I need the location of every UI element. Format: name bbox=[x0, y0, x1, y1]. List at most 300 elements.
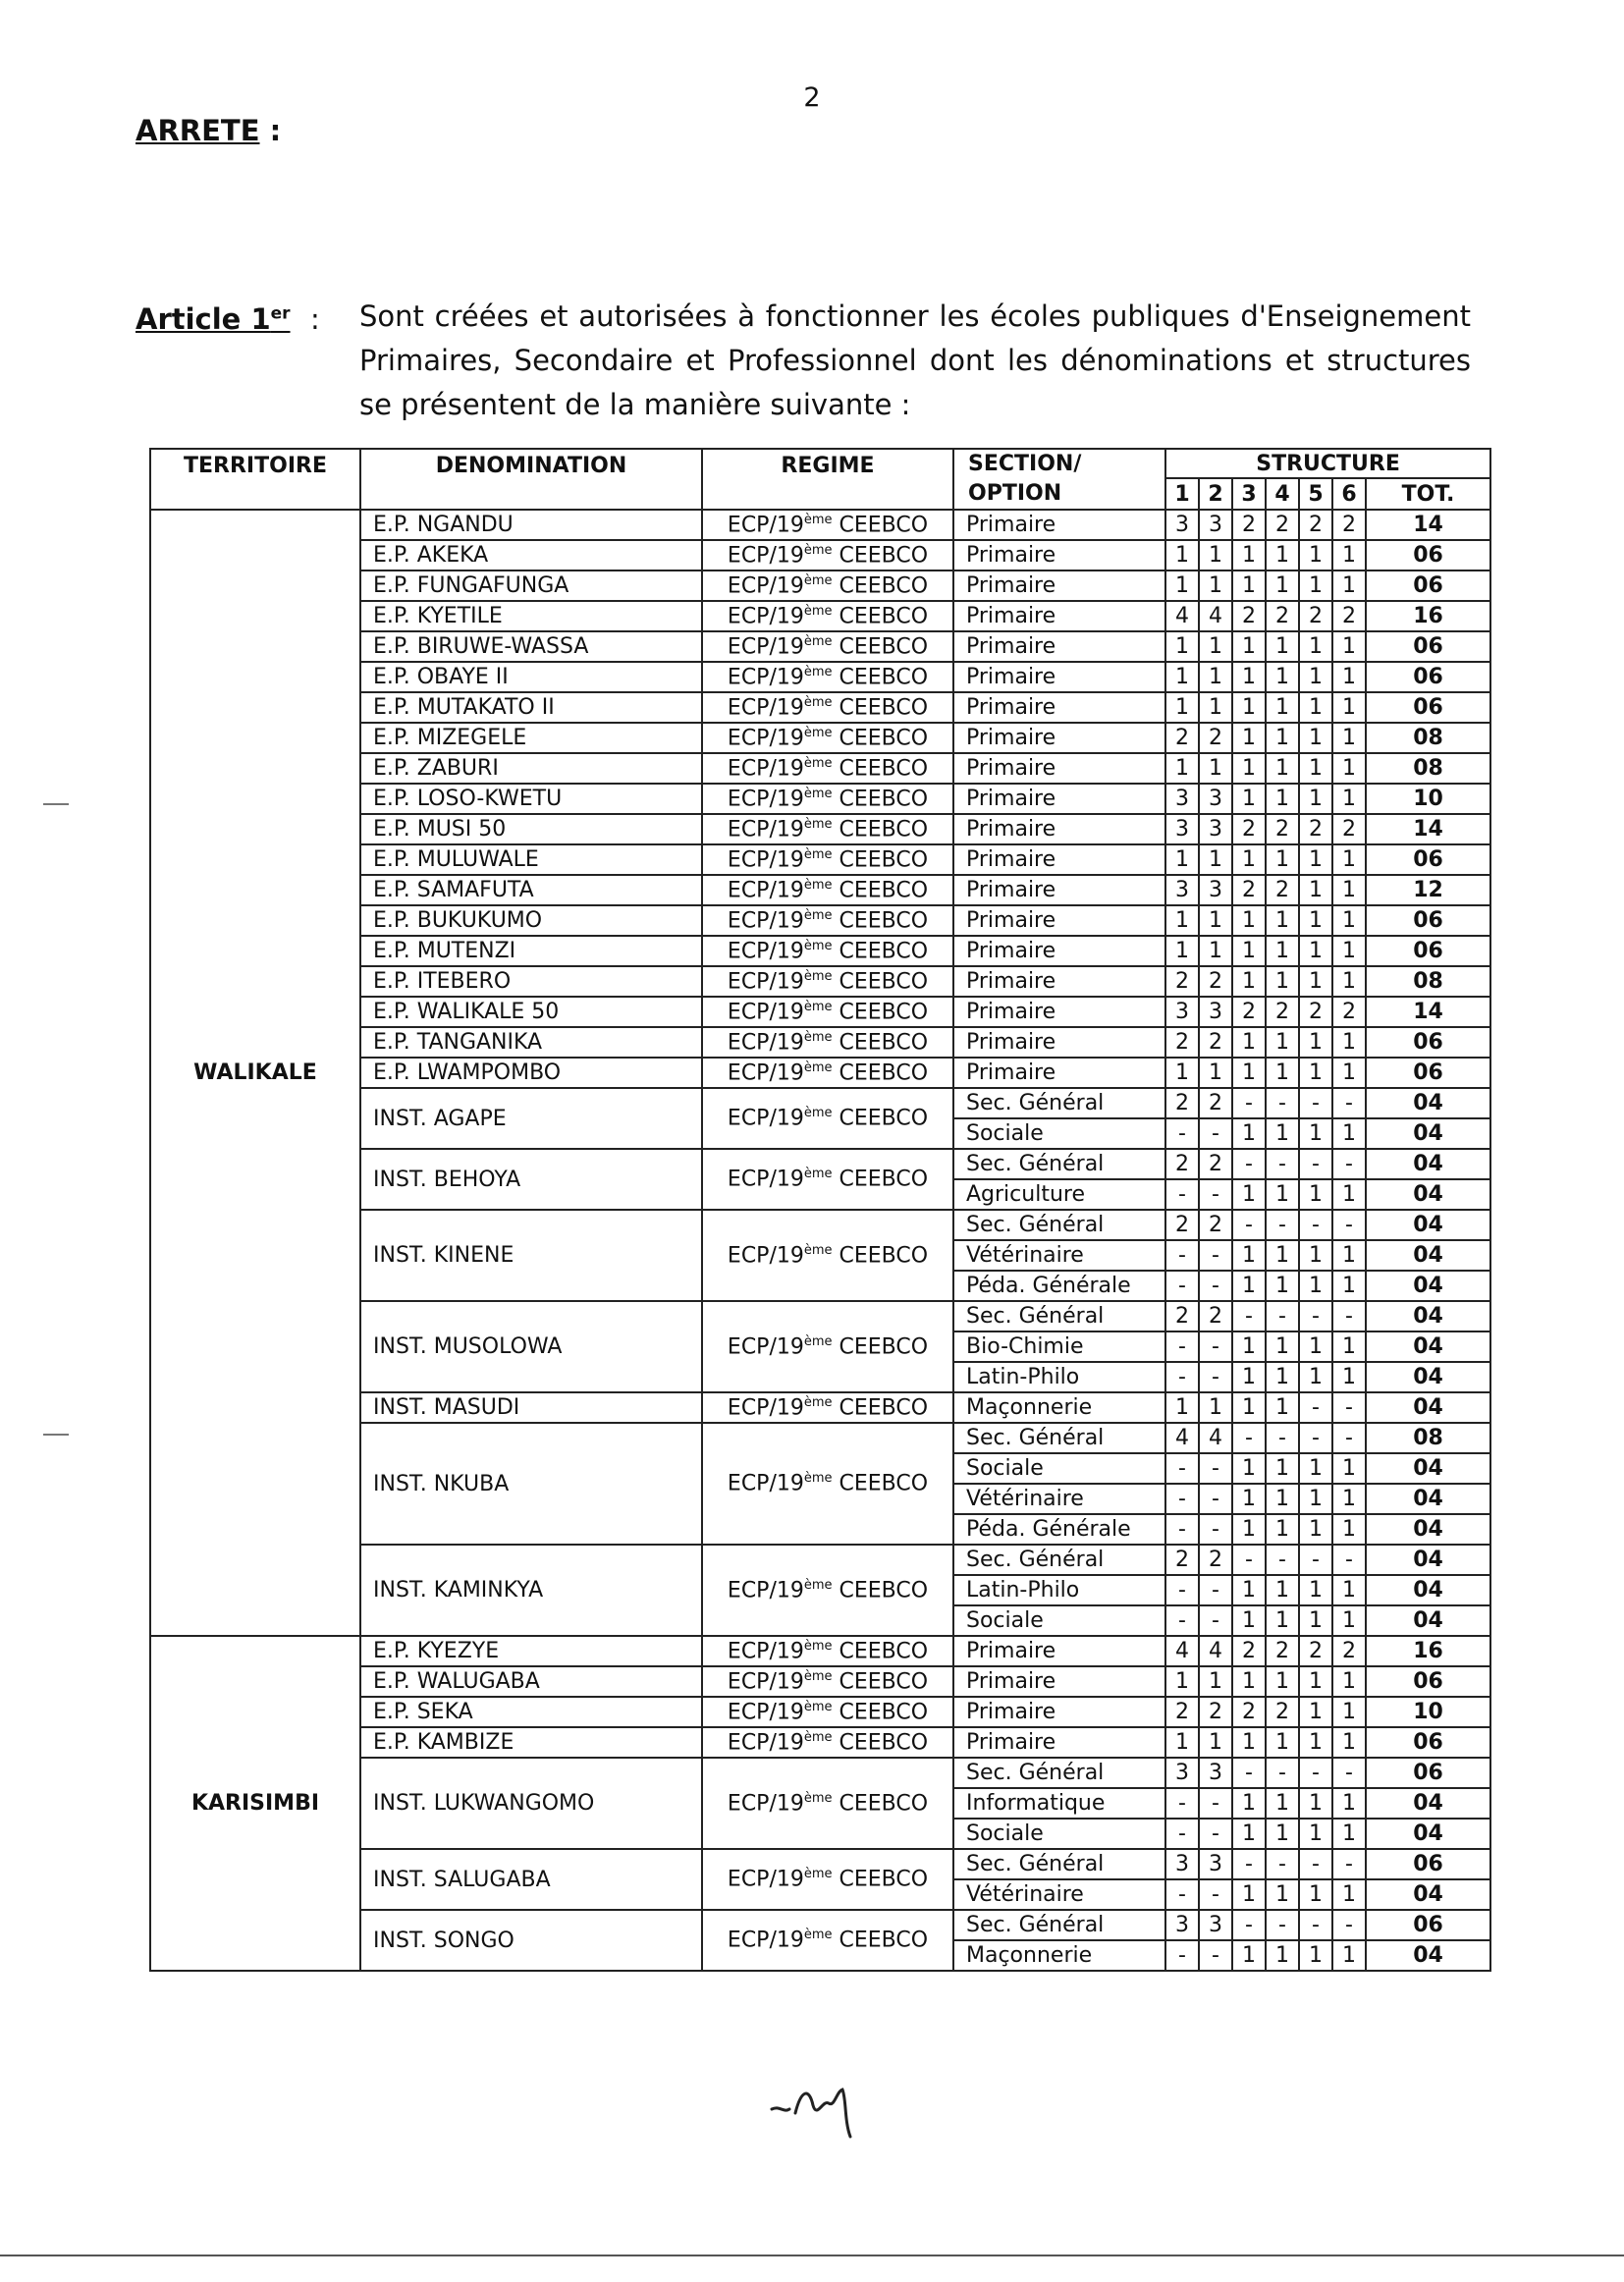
structure-cell-2: - bbox=[1199, 1819, 1232, 1849]
regime-sup: ème bbox=[803, 1060, 833, 1075]
structure-cell-5: 1 bbox=[1299, 1271, 1332, 1301]
structure-cell-2: - bbox=[1199, 1331, 1232, 1362]
structure-cell-5: - bbox=[1299, 1423, 1332, 1453]
regime-end: CEEBCO bbox=[832, 908, 929, 934]
regime-main: ECP/19 bbox=[727, 817, 804, 842]
structure-cell-6: - bbox=[1332, 1392, 1366, 1423]
structure-cell-3: - bbox=[1232, 1910, 1266, 1940]
regime-end: CEEBCO bbox=[832, 969, 929, 995]
structure-cell-2: 1 bbox=[1199, 540, 1232, 570]
territory-cell: KARISIMBI bbox=[150, 1636, 360, 1971]
total-cell: 06 bbox=[1366, 1058, 1490, 1088]
regime-sup: ème bbox=[803, 1729, 833, 1745]
total-cell: 10 bbox=[1366, 784, 1490, 814]
total-cell: 14 bbox=[1366, 997, 1490, 1027]
structure-cell-3: 1 bbox=[1232, 1575, 1266, 1605]
school-name-cell: E.P. KYETILE bbox=[360, 601, 702, 631]
regime-cell bbox=[702, 631, 953, 662]
regime-end: CEEBCO bbox=[832, 1060, 929, 1086]
structure-cell-4: 1 bbox=[1266, 1453, 1299, 1484]
section-option-cell: Sec. Général bbox=[953, 1149, 1165, 1179]
regime-cell bbox=[702, 1027, 953, 1058]
structure-cell-5: - bbox=[1299, 1392, 1332, 1423]
structure-cell-5: 1 bbox=[1299, 936, 1332, 966]
regime-cell bbox=[702, 936, 953, 966]
structure-cell-6: 1 bbox=[1332, 1271, 1366, 1301]
section-option-cell: Primaire bbox=[953, 997, 1165, 1027]
structure-cell-2: 2 bbox=[1199, 966, 1232, 997]
regime-main: ECP/19 bbox=[727, 665, 804, 690]
structure-cell-3: 1 bbox=[1232, 631, 1266, 662]
regime-main: ECP/19 bbox=[727, 1928, 804, 1953]
structure-cell-5: 1 bbox=[1299, 1179, 1332, 1210]
regime-end: CEEBCO bbox=[832, 573, 929, 599]
structure-cell-6: 1 bbox=[1332, 1666, 1366, 1697]
structure-cell-5: 1 bbox=[1299, 1879, 1332, 1910]
regime-sup: ème bbox=[803, 725, 833, 740]
total-cell: 06 bbox=[1366, 1027, 1490, 1058]
section-option-cell: Vétérinaire bbox=[953, 1879, 1165, 1910]
structure-cell-6: 1 bbox=[1332, 1453, 1366, 1484]
regime-sup: ème bbox=[803, 1394, 833, 1410]
structure-cell-4: - bbox=[1266, 1210, 1299, 1240]
school-name-cell: E.P. SEKA bbox=[360, 1697, 702, 1727]
structure-cell-2: 1 bbox=[1199, 753, 1232, 784]
structure-cell-5: 1 bbox=[1299, 723, 1332, 753]
regime-end: CEEBCO bbox=[832, 787, 929, 812]
structure-cell-6: - bbox=[1332, 1910, 1366, 1940]
structure-cell-3: 1 bbox=[1232, 1271, 1266, 1301]
regime-main: ECP/19 bbox=[727, 969, 804, 995]
section-option-cell: Primaire bbox=[953, 753, 1165, 784]
section-option-cell: Primaire bbox=[953, 723, 1165, 753]
regime-cell bbox=[702, 997, 953, 1027]
structure-cell-1: - bbox=[1165, 1271, 1199, 1301]
structure-cell-2: - bbox=[1199, 1484, 1232, 1514]
structure-cell-6: - bbox=[1332, 1849, 1366, 1879]
structure-cell-3: 2 bbox=[1232, 875, 1266, 905]
structure-cell-6: 1 bbox=[1332, 631, 1366, 662]
total-cell: 14 bbox=[1366, 814, 1490, 844]
regime-sup: ème bbox=[803, 1167, 833, 1182]
structure-cell-6: 1 bbox=[1332, 1484, 1366, 1514]
structure-cell-1: - bbox=[1165, 1484, 1199, 1514]
section-option-cell: Primaire bbox=[953, 570, 1165, 601]
section-option-cell: Primaire bbox=[953, 662, 1165, 692]
structure-cell-3: - bbox=[1232, 1849, 1266, 1879]
structure-cell-4: 1 bbox=[1266, 1879, 1299, 1910]
regime-main: ECP/19 bbox=[727, 1578, 804, 1603]
section-option-cell: Sociale bbox=[953, 1453, 1165, 1484]
regime-sup: ème bbox=[803, 664, 833, 679]
structure-cell-6: 1 bbox=[1332, 1118, 1366, 1149]
structure-cell-6: 1 bbox=[1332, 1819, 1366, 1849]
regime-cell bbox=[702, 662, 953, 692]
structure-cell-3: 1 bbox=[1232, 1666, 1266, 1697]
section-option-cell: Latin-Philo bbox=[953, 1362, 1165, 1392]
structure-cell-3: 1 bbox=[1232, 1179, 1266, 1210]
structure-cell-4: 2 bbox=[1266, 1697, 1299, 1727]
total-cell: 04 bbox=[1366, 1331, 1490, 1362]
structure-cell-1: - bbox=[1165, 1118, 1199, 1149]
structure-cell-5: - bbox=[1299, 1758, 1332, 1788]
structure-cell-4: 1 bbox=[1266, 570, 1299, 601]
structure-cell-2: 3 bbox=[1199, 875, 1232, 905]
structure-cell-1: 2 bbox=[1165, 1697, 1199, 1727]
structure-cell-1: 4 bbox=[1165, 1636, 1199, 1666]
structure-cell-2: - bbox=[1199, 1575, 1232, 1605]
regime-main: ECP/19 bbox=[727, 604, 804, 629]
school-name-cell: E.P. LWAMPOMBO bbox=[360, 1058, 702, 1088]
structure-cell-4: 1 bbox=[1266, 1666, 1299, 1697]
section-option-cell: Primaire bbox=[953, 844, 1165, 875]
structure-cell-2: 1 bbox=[1199, 936, 1232, 966]
structure-cell-5: 1 bbox=[1299, 1605, 1332, 1636]
structure-cell-1: - bbox=[1165, 1179, 1199, 1210]
structure-cell-1: - bbox=[1165, 1819, 1199, 1849]
structure-cell-5: 1 bbox=[1299, 1453, 1332, 1484]
structure-cell-6: 1 bbox=[1332, 1697, 1366, 1727]
total-cell: 04 bbox=[1366, 1118, 1490, 1149]
structure-cell-2: 2 bbox=[1199, 1088, 1232, 1118]
school-name-cell: E.P. BUKUKUMO bbox=[360, 905, 702, 936]
structure-cell-2: - bbox=[1199, 1879, 1232, 1910]
regime-sup: ème bbox=[803, 877, 833, 893]
structure-cell-1: 1 bbox=[1165, 936, 1199, 966]
regime-end: CEEBCO bbox=[832, 1669, 929, 1695]
total-cell: 06 bbox=[1366, 570, 1490, 601]
structure-cell-3: 1 bbox=[1232, 1727, 1266, 1758]
structure-cell-3: 1 bbox=[1232, 936, 1266, 966]
structure-cell-2: 2 bbox=[1199, 1149, 1232, 1179]
regime-cell bbox=[702, 784, 953, 814]
structure-cell-2: 2 bbox=[1199, 1027, 1232, 1058]
structure-cell-5: 1 bbox=[1299, 1240, 1332, 1271]
structure-cell-3: 1 bbox=[1232, 1788, 1266, 1819]
structure-cell-4: 1 bbox=[1266, 1605, 1299, 1636]
structure-cell-1: 1 bbox=[1165, 844, 1199, 875]
regime-sup: ème bbox=[803, 1471, 833, 1487]
structure-cell-2: 2 bbox=[1199, 1301, 1232, 1331]
structure-cell-5: 1 bbox=[1299, 540, 1332, 570]
header-col-total: TOT. bbox=[1366, 478, 1490, 510]
structure-cell-2: 2 bbox=[1199, 1545, 1232, 1575]
structure-cell-4: - bbox=[1266, 1545, 1299, 1575]
section-option-cell: Primaire bbox=[953, 784, 1165, 814]
total-cell: 06 bbox=[1366, 936, 1490, 966]
structure-cell-6: 2 bbox=[1332, 601, 1366, 631]
regime-sup: ème bbox=[803, 1790, 833, 1806]
total-cell: 14 bbox=[1366, 510, 1490, 540]
structure-cell-1: 3 bbox=[1165, 1849, 1199, 1879]
regime-end: CEEBCO bbox=[832, 1471, 929, 1496]
structure-cell-4: 1 bbox=[1266, 753, 1299, 784]
section-option-cell: Primaire bbox=[953, 510, 1165, 540]
structure-cell-4: 1 bbox=[1266, 1058, 1299, 1088]
total-cell: 12 bbox=[1366, 875, 1490, 905]
structure-cell-4: 2 bbox=[1266, 997, 1299, 1027]
regime-sup: ème bbox=[803, 907, 833, 923]
structure-cell-3: 1 bbox=[1232, 1484, 1266, 1514]
regime-end: CEEBCO bbox=[832, 634, 929, 660]
structure-cell-3: 1 bbox=[1232, 1940, 1266, 1971]
structure-cell-1: - bbox=[1165, 1940, 1199, 1971]
structure-cell-6: 1 bbox=[1332, 753, 1366, 784]
structure-cell-2: 1 bbox=[1199, 905, 1232, 936]
regime-cell bbox=[702, 1088, 953, 1149]
section-option-cell: Maçonnerie bbox=[953, 1392, 1165, 1423]
header-denomination: DENOMINATION bbox=[360, 449, 702, 510]
structure-cell-2: 1 bbox=[1199, 1727, 1232, 1758]
regime-sup: ème bbox=[803, 542, 833, 558]
structure-cell-4: - bbox=[1266, 1149, 1299, 1179]
header-col-2: 2 bbox=[1199, 478, 1232, 510]
structure-cell-3: 1 bbox=[1232, 1453, 1266, 1484]
total-cell: 04 bbox=[1366, 1240, 1490, 1271]
structure-cell-3: - bbox=[1232, 1210, 1266, 1240]
structure-cell-1: 1 bbox=[1165, 905, 1199, 936]
structure-cell-6: 1 bbox=[1332, 1788, 1366, 1819]
regime-main: ECP/19 bbox=[727, 513, 804, 538]
section-option-cell: Péda. Générale bbox=[953, 1514, 1165, 1545]
structure-cell-3: 1 bbox=[1232, 1240, 1266, 1271]
regime-end: CEEBCO bbox=[832, 878, 929, 903]
total-cell: 08 bbox=[1366, 753, 1490, 784]
structure-cell-1: 2 bbox=[1165, 1301, 1199, 1331]
structure-cell-5: 1 bbox=[1299, 631, 1332, 662]
regime-main: ECP/19 bbox=[727, 634, 804, 660]
school-name-cell: INST. NKUBA bbox=[360, 1423, 702, 1545]
structure-cell-1: - bbox=[1165, 1514, 1199, 1545]
regime-sup: ème bbox=[803, 786, 833, 801]
structure-cell-5: 1 bbox=[1299, 1058, 1332, 1088]
structure-cell-4: 1 bbox=[1266, 1179, 1299, 1210]
structure-cell-2: 3 bbox=[1199, 784, 1232, 814]
margin-mark bbox=[43, 1434, 69, 1436]
structure-cell-2: 4 bbox=[1199, 1423, 1232, 1453]
structure-cell-6: 2 bbox=[1332, 510, 1366, 540]
structure-cell-5: 1 bbox=[1299, 1484, 1332, 1514]
structure-cell-1: 2 bbox=[1165, 723, 1199, 753]
structure-cell-2: 4 bbox=[1199, 1636, 1232, 1666]
regime-cell bbox=[702, 692, 953, 723]
handwritten-initials bbox=[766, 2070, 874, 2139]
school-name-cell: E.P. SAMAFUTA bbox=[360, 875, 702, 905]
structure-cell-3: 2 bbox=[1232, 1636, 1266, 1666]
total-cell: 04 bbox=[1366, 1149, 1490, 1179]
regime-end: CEEBCO bbox=[832, 1334, 929, 1360]
structure-cell-1: - bbox=[1165, 1453, 1199, 1484]
regime-cell bbox=[702, 570, 953, 601]
structure-cell-1: 3 bbox=[1165, 510, 1199, 540]
total-cell: 10 bbox=[1366, 1697, 1490, 1727]
section-option-cell: Primaire bbox=[953, 814, 1165, 844]
structure-cell-6: 1 bbox=[1332, 540, 1366, 570]
regime-cell bbox=[702, 601, 953, 631]
total-cell: 06 bbox=[1366, 1849, 1490, 1879]
section-option-cell: Primaire bbox=[953, 1058, 1165, 1088]
regime-sup: ème bbox=[803, 572, 833, 588]
total-cell: 04 bbox=[1366, 1514, 1490, 1545]
structure-cell-2: 3 bbox=[1199, 1910, 1232, 1940]
structure-cell-2: - bbox=[1199, 1271, 1232, 1301]
structure-cell-5: 1 bbox=[1299, 1940, 1332, 1971]
structure-cell-2: 2 bbox=[1199, 1210, 1232, 1240]
structure-cell-4: 1 bbox=[1266, 631, 1299, 662]
school-name-cell: INST. MASUDI bbox=[360, 1392, 702, 1423]
structure-cell-5: 1 bbox=[1299, 905, 1332, 936]
structure-cell-4: 1 bbox=[1266, 540, 1299, 570]
total-cell: 04 bbox=[1366, 1210, 1490, 1240]
regime-sup: ème bbox=[803, 999, 833, 1014]
structure-cell-4: 2 bbox=[1266, 814, 1299, 844]
regime-cell bbox=[702, 723, 953, 753]
structure-cell-1: 2 bbox=[1165, 966, 1199, 997]
structure-cell-2: 1 bbox=[1199, 692, 1232, 723]
structure-cell-3: 1 bbox=[1232, 753, 1266, 784]
structure-cell-3: 2 bbox=[1232, 814, 1266, 844]
regime-sup: ème bbox=[803, 1106, 833, 1121]
regime-cell bbox=[702, 1697, 953, 1727]
article-label-sup: er bbox=[270, 303, 291, 324]
structure-cell-5: 1 bbox=[1299, 1819, 1332, 1849]
structure-cell-4: 2 bbox=[1266, 1636, 1299, 1666]
regime-cell bbox=[702, 1423, 953, 1545]
total-cell: 06 bbox=[1366, 540, 1490, 570]
structure-cell-2: - bbox=[1199, 1179, 1232, 1210]
structure-cell-2: - bbox=[1199, 1788, 1232, 1819]
section-option-cell: Sec. Général bbox=[953, 1545, 1165, 1575]
table-row bbox=[150, 510, 1490, 540]
structure-cell-3: - bbox=[1232, 1149, 1266, 1179]
regime-sup: ème bbox=[803, 1577, 833, 1593]
structure-cell-1: 3 bbox=[1165, 875, 1199, 905]
structure-cell-4: 2 bbox=[1266, 601, 1299, 631]
regime-main: ECP/19 bbox=[727, 573, 804, 599]
schools-table bbox=[149, 448, 1491, 1972]
structure-cell-6: - bbox=[1332, 1088, 1366, 1118]
structure-cell-5: 2 bbox=[1299, 601, 1332, 631]
structure-cell-6: 1 bbox=[1332, 875, 1366, 905]
structure-cell-1: 3 bbox=[1165, 997, 1199, 1027]
section-option-cell: Primaire bbox=[953, 875, 1165, 905]
structure-cell-5: 1 bbox=[1299, 1697, 1332, 1727]
structure-cell-6: 1 bbox=[1332, 1331, 1366, 1362]
structure-cell-1: 4 bbox=[1165, 601, 1199, 631]
school-name-cell: E.P. NGANDU bbox=[360, 510, 702, 540]
school-name-cell: E.P. MUTENZI bbox=[360, 936, 702, 966]
structure-cell-6: 2 bbox=[1332, 1636, 1366, 1666]
structure-cell-3: 1 bbox=[1232, 1879, 1266, 1910]
total-cell: 04 bbox=[1366, 1088, 1490, 1118]
section-option-cell: Primaire bbox=[953, 936, 1165, 966]
structure-cell-2: 3 bbox=[1199, 510, 1232, 540]
section-option-cell: Primaire bbox=[953, 601, 1165, 631]
structure-cell-1: 2 bbox=[1165, 1149, 1199, 1179]
structure-cell-3: 1 bbox=[1232, 1605, 1266, 1636]
structure-cell-1: 1 bbox=[1165, 753, 1199, 784]
structure-cell-3: 1 bbox=[1232, 844, 1266, 875]
total-cell: 04 bbox=[1366, 1271, 1490, 1301]
section-option-cell: Primaire bbox=[953, 1636, 1165, 1666]
territory-cell: WALIKALE bbox=[150, 510, 360, 1636]
structure-cell-2: 3 bbox=[1199, 997, 1232, 1027]
school-name-cell: E.P. KAMBIZE bbox=[360, 1727, 702, 1758]
school-name-cell: E.P. ITEBERO bbox=[360, 966, 702, 997]
school-name-cell: INST. SONGO bbox=[360, 1910, 702, 1971]
structure-cell-5: 1 bbox=[1299, 692, 1332, 723]
structure-cell-6: 1 bbox=[1332, 1362, 1366, 1392]
structure-cell-4: 1 bbox=[1266, 936, 1299, 966]
regime-cell bbox=[702, 1545, 953, 1636]
table-body bbox=[150, 510, 1490, 1971]
structure-cell-1: 3 bbox=[1165, 1758, 1199, 1788]
table-row bbox=[150, 1636, 1490, 1666]
structure-cell-2: 1 bbox=[1199, 844, 1232, 875]
total-cell: 06 bbox=[1366, 1910, 1490, 1940]
structure-cell-2: 3 bbox=[1199, 1758, 1232, 1788]
total-cell: 06 bbox=[1366, 1666, 1490, 1697]
structure-cell-3: 1 bbox=[1232, 1058, 1266, 1088]
structure-cell-1: 4 bbox=[1165, 1423, 1199, 1453]
structure-cell-4: 1 bbox=[1266, 784, 1299, 814]
section-option-cell: Bio-Chimie bbox=[953, 1331, 1165, 1362]
school-name-cell: E.P. MUSI 50 bbox=[360, 814, 702, 844]
structure-cell-1: 1 bbox=[1165, 692, 1199, 723]
regime-cell bbox=[702, 753, 953, 784]
structure-cell-3: 2 bbox=[1232, 997, 1266, 1027]
structure-cell-1: 3 bbox=[1165, 814, 1199, 844]
school-name-cell: E.P. TANGANIKA bbox=[360, 1027, 702, 1058]
structure-cell-4: 1 bbox=[1266, 692, 1299, 723]
structure-cell-1: - bbox=[1165, 1575, 1199, 1605]
structure-cell-6: - bbox=[1332, 1149, 1366, 1179]
school-name-cell: E.P. MULUWALE bbox=[360, 844, 702, 875]
structure-cell-2: - bbox=[1199, 1514, 1232, 1545]
section-option-cell: Sec. Général bbox=[953, 1423, 1165, 1453]
structure-cell-5: 1 bbox=[1299, 875, 1332, 905]
regime-end: CEEBCO bbox=[832, 1928, 929, 1953]
section-option-cell: Vétérinaire bbox=[953, 1240, 1165, 1271]
structure-cell-3: 1 bbox=[1232, 692, 1266, 723]
structure-cell-1: 1 bbox=[1165, 540, 1199, 570]
section-option-cell: Primaire bbox=[953, 1727, 1165, 1758]
structure-cell-3: 2 bbox=[1232, 510, 1266, 540]
regime-end: CEEBCO bbox=[832, 513, 929, 538]
regime-cell bbox=[702, 1149, 953, 1210]
section-option-cell: Primaire bbox=[953, 692, 1165, 723]
header-territoire: TERRITOIRE bbox=[150, 449, 360, 510]
structure-cell-5: 2 bbox=[1299, 1636, 1332, 1666]
regime-cell bbox=[702, 1301, 953, 1392]
total-cell: 04 bbox=[1366, 1545, 1490, 1575]
structure-cell-2: - bbox=[1199, 1362, 1232, 1392]
regime-sup: ème bbox=[803, 968, 833, 984]
structure-cell-3: 1 bbox=[1232, 1514, 1266, 1545]
structure-cell-3: 1 bbox=[1232, 662, 1266, 692]
regime-sup: ème bbox=[803, 846, 833, 862]
structure-cell-2: - bbox=[1199, 1453, 1232, 1484]
total-cell: 04 bbox=[1366, 1301, 1490, 1331]
structure-cell-6: 1 bbox=[1332, 1514, 1366, 1545]
structure-cell-4: 1 bbox=[1266, 662, 1299, 692]
section-option-cell: Sociale bbox=[953, 1118, 1165, 1149]
structure-cell-6: 1 bbox=[1332, 1179, 1366, 1210]
structure-cell-1: 1 bbox=[1165, 1666, 1199, 1697]
regime-cell bbox=[702, 510, 953, 540]
school-name-cell: INST. MUSOLOWA bbox=[360, 1301, 702, 1392]
section-option-cell: Sociale bbox=[953, 1819, 1165, 1849]
